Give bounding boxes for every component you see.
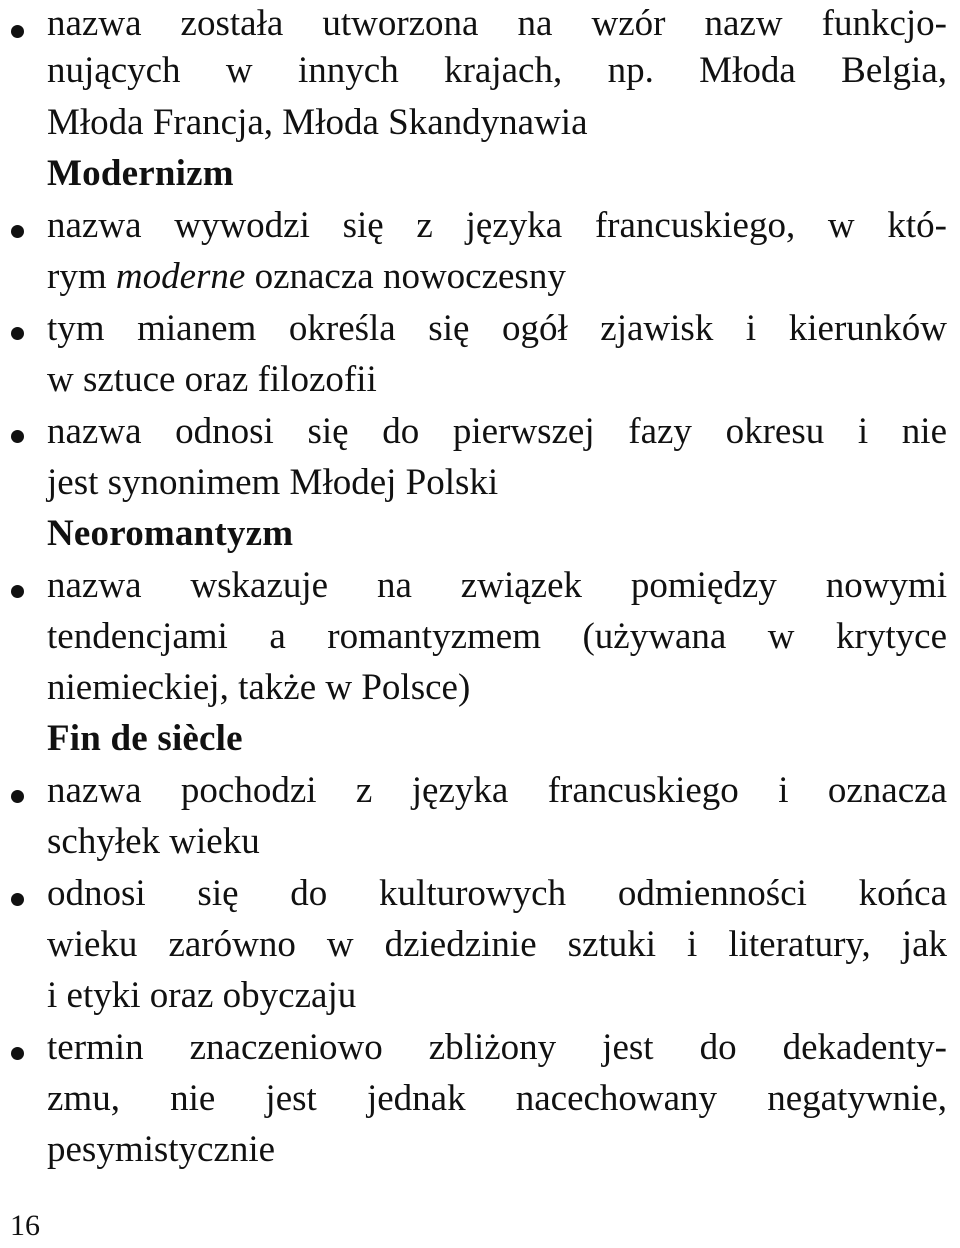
list-item-line: nazwa wywodzi się z języka francuskiego, w któ- [47,205,947,246]
bullet-icon [11,430,24,443]
list-item-line: nazwa odnosi się do pierwszej fazy okresu i nie [47,411,947,452]
list-item-line: jest synonimem Młodej Polski [47,462,499,503]
list-item-line: wieku zarówno w dziedzinie sztuki i literatury, jak [47,924,947,965]
list-item-line: i etyki oraz obyczaju [47,975,357,1016]
list-item-line: odnosi się do kulturowych odmienności końca [47,873,947,914]
list-item-line: nazwa została utworzona na wzór nazw funkcjo- [47,3,947,44]
bullet-icon [11,893,24,906]
bullet-icon [11,327,24,340]
text-run: oznacza nowoczesny [245,256,566,297]
section-heading: Modernizm [47,153,234,194]
italic-term: moderne [115,256,246,297]
bullet-icon [11,790,24,803]
list-item-line: tendencjami a romantyzmem (używana w krytyce [47,616,947,657]
list-item-line: nazwa wskazuje na związek pomiędzy nowymi [47,565,947,606]
bullet-icon [11,585,24,598]
page-number: 16 [10,1209,40,1242]
list-item-line: nazwa pochodzi z języka francuskiego i oznacza [47,770,947,811]
list-item-line: nujących w innych krajach, np. Młoda Belgia, [47,50,947,91]
text-run: rym [47,256,116,297]
list-item-line: termin znaczeniowo zbliżony jest do dekadenty- [47,1027,947,1068]
section-heading: Neoromantyzm [47,513,294,554]
list-item-line: Młoda Francja, Młoda Skandynawia [47,102,588,143]
list-item-line: tym mianem określa się ogół zjawisk i kierunków [47,308,947,349]
bullet-icon [11,225,24,238]
bullet-icon [11,1047,24,1060]
section-heading: Fin de siècle [47,718,243,759]
list-item-line: schyłek wieku [47,821,260,862]
list-item-line: zmu, nie jest jednak nacechowany negatywnie, [47,1078,947,1119]
list-item-line: pesymistycznie [47,1129,276,1170]
list-item-line [47,251,947,303]
list-item-line: niemieckiej, także w Polsce) [47,667,471,708]
list-item-line: w sztuce oraz filozofii [47,359,377,400]
bullet-icon [11,25,24,38]
